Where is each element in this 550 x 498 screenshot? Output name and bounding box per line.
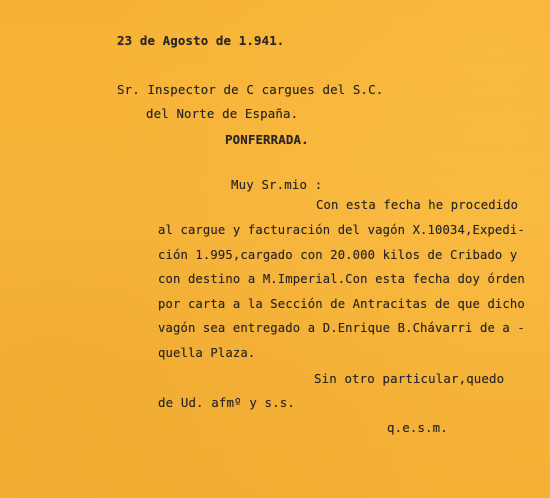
signature-abbreviation: q.e.s.m.	[387, 420, 448, 435]
body-line-4: con destino a M.Imperial.Con esta fecha doy órden	[158, 272, 525, 286]
recipient-city: PONFERRADA.	[225, 132, 309, 147]
recipient-line-1: Sr. Inspector de C cargues del S.C.	[117, 82, 384, 97]
closing-line-1: Sin otro particular,quedo	[314, 371, 505, 386]
closing-line-2: de Ud. afmº y s.s.	[158, 395, 295, 410]
body-line-5: por carta a la Sección de Antracitas de que dicho	[158, 297, 525, 311]
body-line-2: al cargue y facturación del vagón X.10034,Expedi-	[158, 223, 525, 237]
letter-date: 23 de Agosto de 1.941.	[117, 33, 285, 48]
salutation: Muy Sr.mio :	[231, 177, 323, 192]
body-line-3: ción 1.995,cargado con 20.000 kilos de Cribado y	[158, 248, 518, 262]
body-line-6: vagón sea entregado a D.Enrique B.Chávarri de a -	[158, 321, 525, 335]
body-line-1: Con esta fecha he procedido	[316, 198, 519, 212]
recipient-line-2: del Norte de España.	[146, 106, 299, 121]
body-line-7: quella Plaza.	[158, 346, 256, 360]
